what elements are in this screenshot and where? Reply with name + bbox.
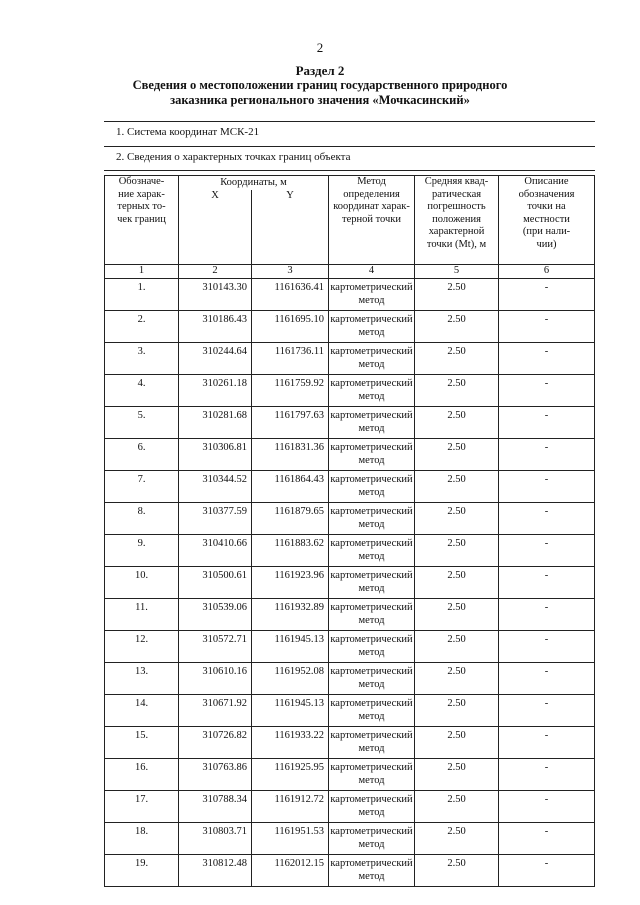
coord-x: 310244.64: [179, 343, 252, 375]
table-row: [105, 695, 595, 727]
method: картометрический метод: [329, 407, 415, 439]
heading-line-2: заказника регионального значения «Мочкасинский»: [170, 93, 470, 107]
coord-y: 1161912.72: [252, 791, 329, 823]
coord-x: 310281.68: [179, 407, 252, 439]
method: картометрический метод: [329, 759, 415, 791]
point-description: -: [499, 599, 595, 631]
table-row: [105, 855, 595, 887]
point-number: 6.: [105, 439, 179, 471]
method: картометрический метод: [329, 535, 415, 567]
point-number: 13.: [105, 663, 179, 695]
coord-x: 310261.18: [179, 375, 252, 407]
coord-y: 1161695.10: [252, 311, 329, 343]
mean-square-error: 2.50: [415, 567, 499, 599]
header-method: Метод определения координат харак- терной точки: [329, 176, 415, 265]
header-description: Описание обозначения точки на местности (при нали- чии): [499, 176, 595, 265]
header-error: Средняя квад- ратическая погрешность положения характерной точки (Mt), м: [415, 176, 499, 265]
point-number: 14.: [105, 695, 179, 727]
mean-square-error: 2.50: [415, 631, 499, 663]
point-number: 10.: [105, 567, 179, 599]
point-description: -: [499, 439, 595, 471]
coordinate-system-line: 1. Система координат МСК-21: [116, 126, 260, 138]
point-description: -: [499, 791, 595, 823]
point-number: 12.: [105, 631, 179, 663]
header-designation: Обозначе- ние харак- терных то- чек границ: [105, 176, 179, 265]
point-number: 15.: [105, 727, 179, 759]
mean-square-error: 2.50: [415, 855, 499, 887]
table-row: [105, 343, 595, 375]
point-description: -: [499, 375, 595, 407]
table-row: [105, 375, 595, 407]
method: картометрический метод: [329, 695, 415, 727]
method: картометрический метод: [329, 311, 415, 343]
coord-x: 310763.86: [179, 759, 252, 791]
column-number: 5: [415, 265, 499, 279]
point-number: 3.: [105, 343, 179, 375]
point-number: 4.: [105, 375, 179, 407]
coord-y: 1161864.43: [252, 471, 329, 503]
mean-square-error: 2.50: [415, 343, 499, 375]
point-description: -: [499, 823, 595, 855]
coord-y: 1161759.92: [252, 375, 329, 407]
method: картометрический метод: [329, 471, 415, 503]
section-rule: [104, 170, 595, 171]
method: картометрический метод: [329, 375, 415, 407]
coord-x: 310500.61: [179, 567, 252, 599]
mean-square-error: 2.50: [415, 279, 499, 311]
header-x: X: [179, 190, 252, 265]
point-number: 8.: [105, 503, 179, 535]
coord-y: 1161636.41: [252, 279, 329, 311]
section-title: Раздел 2: [295, 63, 345, 78]
table-row: [105, 567, 595, 599]
mean-square-error: 2.50: [415, 695, 499, 727]
method: картометрический метод: [329, 503, 415, 535]
column-number: 6: [499, 265, 595, 279]
column-number: 3: [252, 265, 329, 279]
column-number: 2: [179, 265, 252, 279]
point-description: -: [499, 631, 595, 663]
method: картометрический метод: [329, 343, 415, 375]
point-number: 1.: [105, 279, 179, 311]
mean-square-error: 2.50: [415, 759, 499, 791]
coord-x: 310410.66: [179, 535, 252, 567]
table-row: [105, 599, 595, 631]
method: картометрический метод: [329, 439, 415, 471]
table-row: [105, 279, 595, 311]
coord-y: 1161945.13: [252, 631, 329, 663]
coord-y: 1161951.53: [252, 823, 329, 855]
point-description: -: [499, 535, 595, 567]
coord-x: 310306.81: [179, 439, 252, 471]
coord-y: 1161932.89: [252, 599, 329, 631]
table-row: [105, 311, 595, 343]
mean-square-error: 2.50: [415, 407, 499, 439]
table-row: [105, 663, 595, 695]
point-description: -: [499, 855, 595, 887]
column-number: 4: [329, 265, 415, 279]
table-row: [105, 823, 595, 855]
mean-square-error: 2.50: [415, 727, 499, 759]
point-number: 5.: [105, 407, 179, 439]
method: картометрический метод: [329, 279, 415, 311]
page-number: 2: [316, 40, 324, 55]
point-number: 11.: [105, 599, 179, 631]
section-rule: [104, 146, 595, 147]
coord-y: 1161831.36: [252, 439, 329, 471]
coord-y: 1161925.95: [252, 759, 329, 791]
coord-y: 1161883.62: [252, 535, 329, 567]
method: картометрический метод: [329, 631, 415, 663]
coord-y: 1161879.65: [252, 503, 329, 535]
point-number: 7.: [105, 471, 179, 503]
mean-square-error: 2.50: [415, 471, 499, 503]
method: картометрический метод: [329, 855, 415, 887]
mean-square-error: 2.50: [415, 663, 499, 695]
point-description: -: [499, 503, 595, 535]
coord-x: 310788.34: [179, 791, 252, 823]
coord-x: 310539.06: [179, 599, 252, 631]
point-description: -: [499, 471, 595, 503]
mean-square-error: 2.50: [415, 311, 499, 343]
coord-x: 310671.92: [179, 695, 252, 727]
coord-y: 1161923.96: [252, 567, 329, 599]
point-description: -: [499, 567, 595, 599]
mean-square-error: 2.50: [415, 535, 499, 567]
table-row: [105, 471, 595, 503]
coord-x: 310803.71: [179, 823, 252, 855]
point-description: -: [499, 727, 595, 759]
table-body: [105, 279, 595, 887]
section-rule: [104, 121, 595, 122]
mean-square-error: 2.50: [415, 823, 499, 855]
coord-x: 310344.52: [179, 471, 252, 503]
coord-x: 310186.43: [179, 311, 252, 343]
table-row: [105, 631, 595, 663]
point-description: -: [499, 311, 595, 343]
column-number: 1: [105, 265, 179, 279]
coord-y: 1161952.08: [252, 663, 329, 695]
method: картометрический метод: [329, 599, 415, 631]
table-row: [105, 439, 595, 471]
table-row: [105, 535, 595, 567]
point-number: 19.: [105, 855, 179, 887]
point-description: -: [499, 343, 595, 375]
table-row: [105, 791, 595, 823]
coord-y: 1161933.22: [252, 727, 329, 759]
method: картометрический метод: [329, 791, 415, 823]
header-y: Y: [252, 190, 329, 265]
point-number: 2.: [105, 311, 179, 343]
mean-square-error: 2.50: [415, 599, 499, 631]
method: картометрический метод: [329, 727, 415, 759]
coord-x: 310377.59: [179, 503, 252, 535]
coord-x: 310812.48: [179, 855, 252, 887]
coord-y: 1161736.11: [252, 343, 329, 375]
mean-square-error: 2.50: [415, 375, 499, 407]
mean-square-error: 2.50: [415, 439, 499, 471]
method: картометрический метод: [329, 567, 415, 599]
method: картометрический метод: [329, 823, 415, 855]
coord-x: 310610.16: [179, 663, 252, 695]
heading-line-1: Сведения о местоположении границ государственного природного: [132, 78, 508, 92]
point-number: 18.: [105, 823, 179, 855]
point-number: 9.: [105, 535, 179, 567]
boundary-points-line: 2. Сведения о характерных точках границ объекта: [116, 151, 351, 163]
coord-x: 310726.82: [179, 727, 252, 759]
point-description: -: [499, 279, 595, 311]
point-description: -: [499, 663, 595, 695]
mean-square-error: 2.50: [415, 791, 499, 823]
table-row: [105, 503, 595, 535]
table-row: [105, 407, 595, 439]
coord-y: 1162012.15: [252, 855, 329, 887]
table-row: [105, 759, 595, 791]
coord-x: 310572.71: [179, 631, 252, 663]
coord-y: 1161797.63: [252, 407, 329, 439]
boundary-points-table: [104, 175, 595, 887]
method: картометрический метод: [329, 663, 415, 695]
table-row: [105, 727, 595, 759]
coord-y: 1161945.13: [252, 695, 329, 727]
coord-x: 310143.30: [179, 279, 252, 311]
point-description: -: [499, 407, 595, 439]
point-number: 16.: [105, 759, 179, 791]
point-number: 17.: [105, 791, 179, 823]
header-coordinates: Координаты, м: [179, 176, 329, 190]
mean-square-error: 2.50: [415, 503, 499, 535]
point-description: -: [499, 759, 595, 791]
page-heading: [100, 63, 540, 108]
point-description: -: [499, 695, 595, 727]
